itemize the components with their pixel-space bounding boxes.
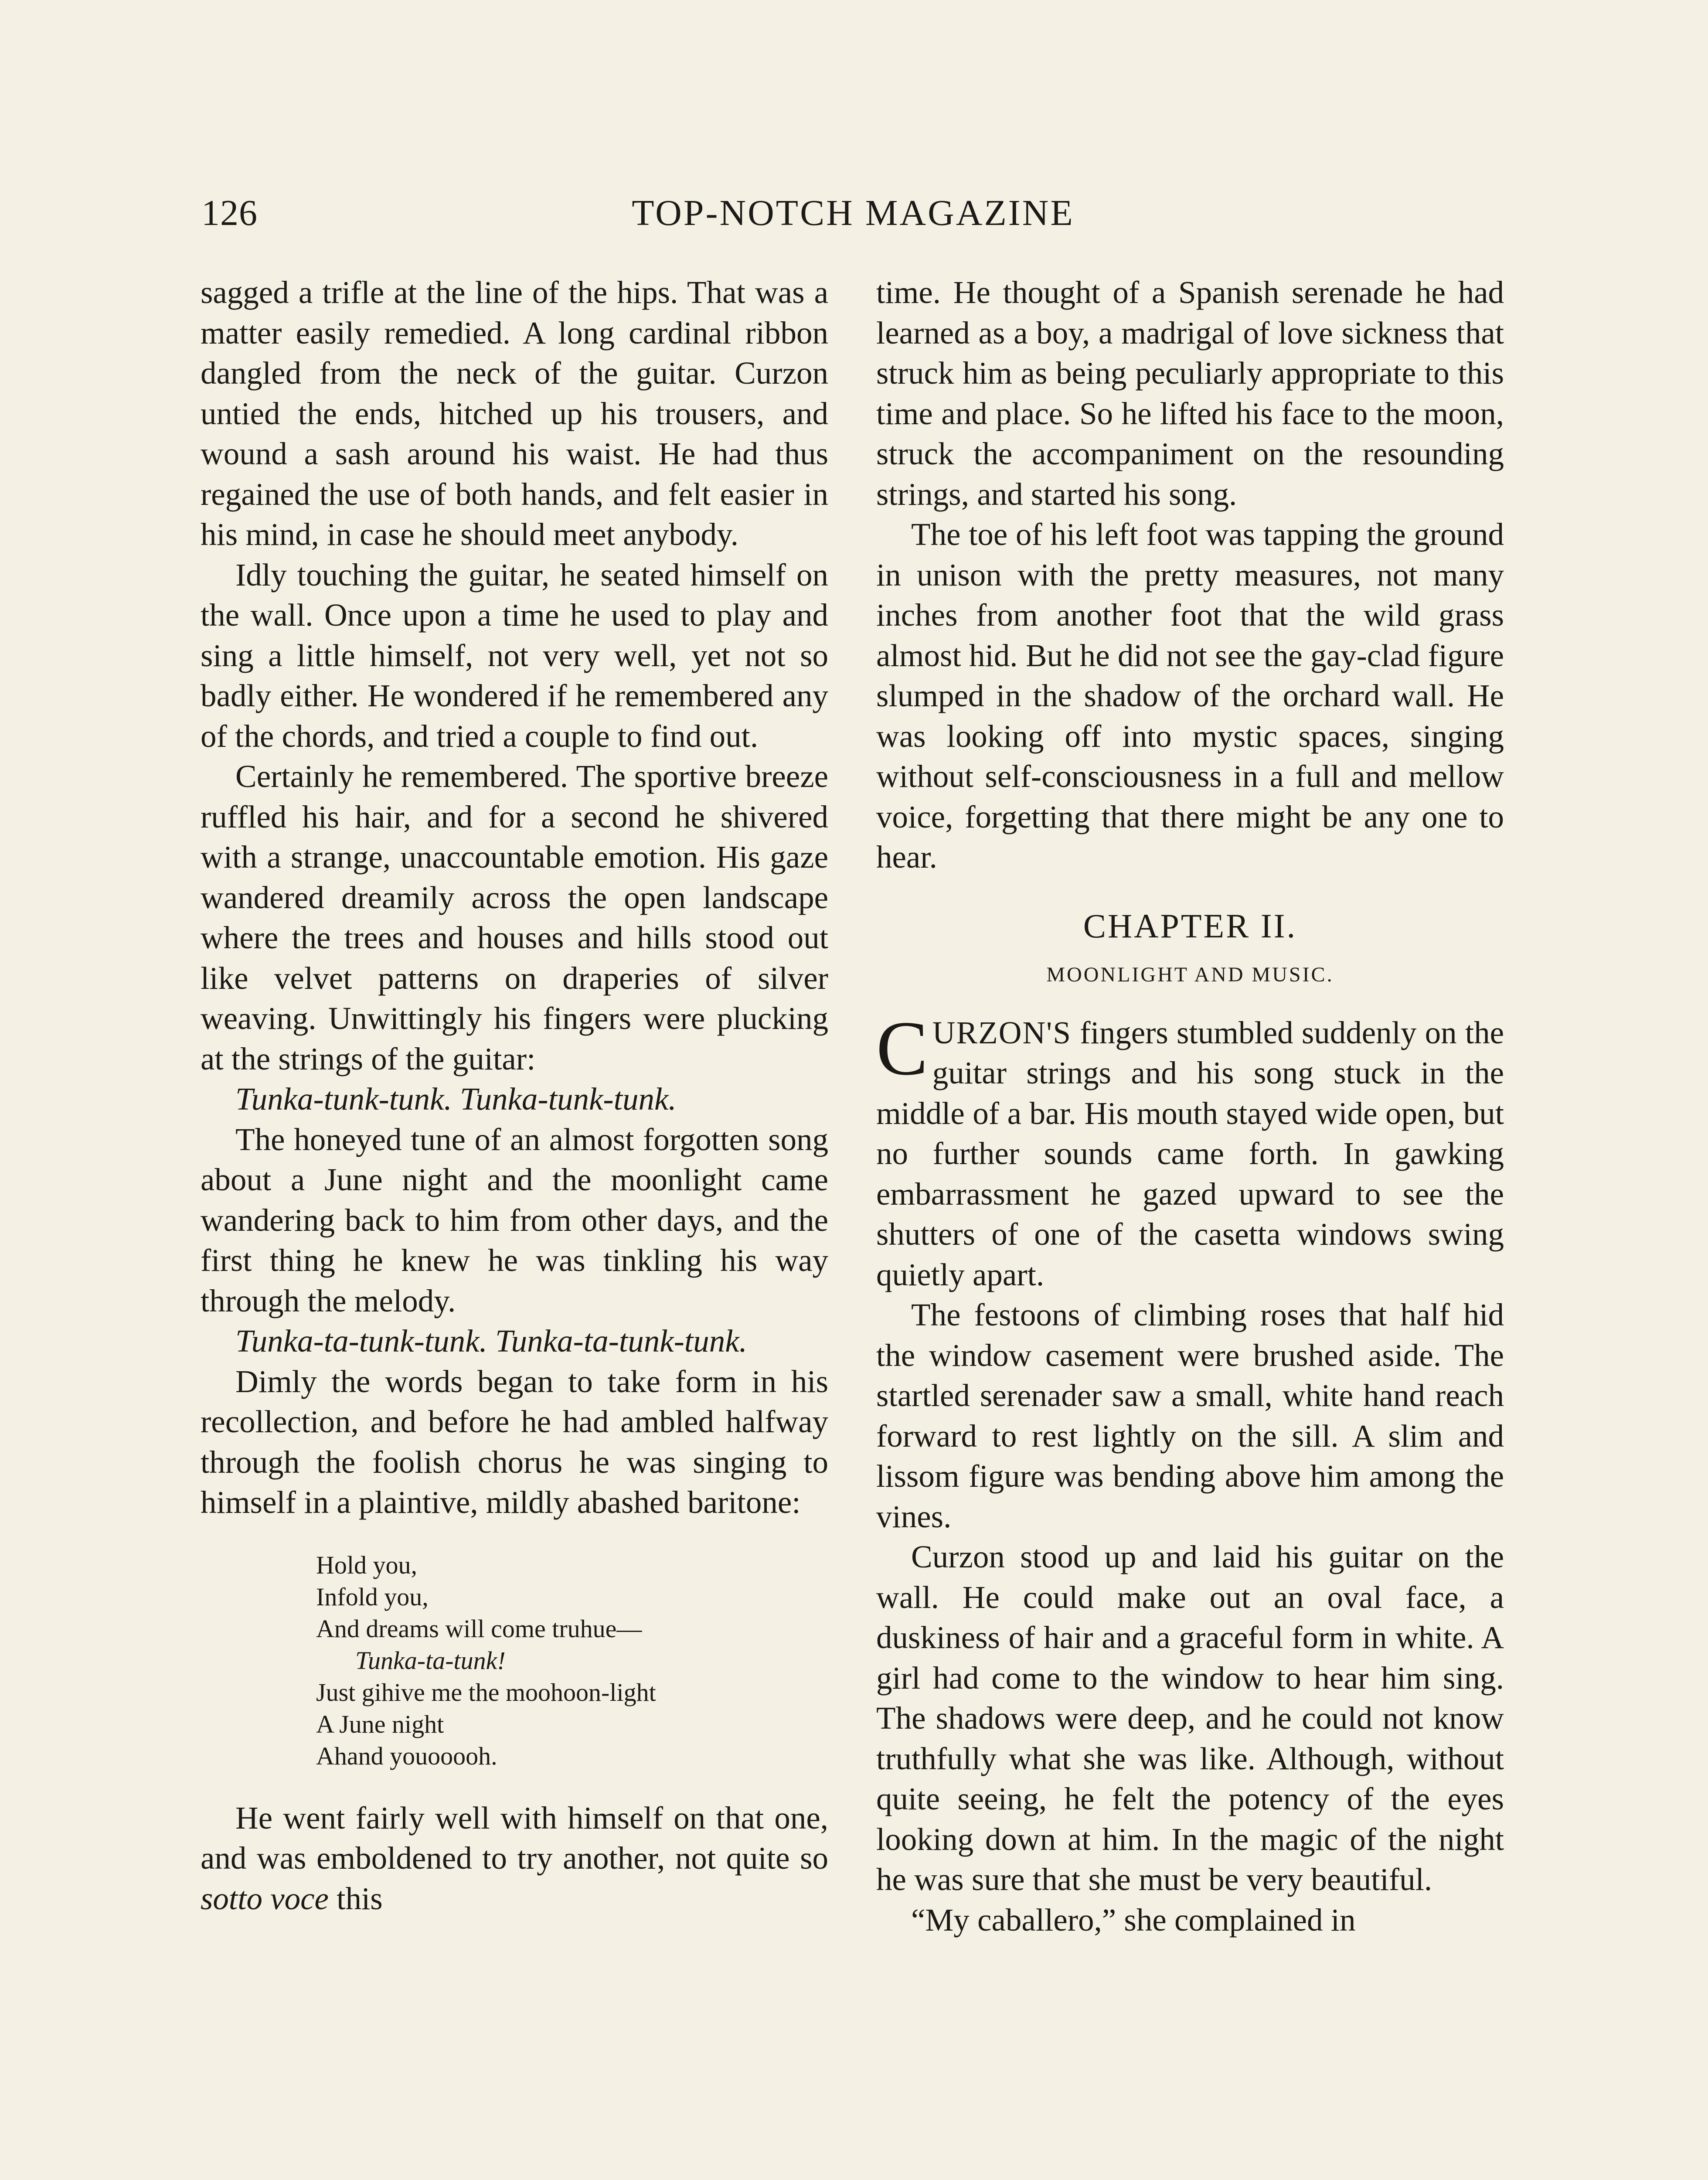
lead-caps: URZON'S xyxy=(932,1015,1072,1050)
paragraph: The toe of his left foot was tapping the ground in unison with the pretty measures, not many inches from another foot that the wild grass almost hid. But he did not see the gay-clad figure slumped in the shadow of the orchard wall. He was looking off into mystic spaces, singing without self-consciousness in a full and mellow voice, forgetting that there might be any one to hear. xyxy=(876,517,1504,875)
paragraph xyxy=(876,1005,1504,1295)
paragraph: The honeyed tune of an almost forgotten song about a June night and the moonlight came wandering back to him from other days, and the first thing he knew he was tinkling his way through the melody. xyxy=(201,1121,828,1318)
verse-line: Just gihive me the moohoon-light xyxy=(316,1678,656,1707)
verse-line: Infold you, xyxy=(316,1582,429,1611)
chapter-subtitle: MOONLIGHT AND MUSIC. xyxy=(1046,963,1334,986)
right-column xyxy=(876,272,1504,1940)
drop-cap: C xyxy=(876,1005,928,1091)
verse-line: Hold you, xyxy=(316,1550,417,1579)
paragraph: Dimly the words began to take form in his recollection, and before he had ambled halfway through the foolish chorus he was singing to himself in a plaintive, mildly abashed baritone: xyxy=(201,1363,828,1520)
paragraph: time. He thought of a Spanish serenade he had learned as a boy, a madrigal of love sickness that struck him as being peculiarly appropriate to this time and place. So he lifted his face to the moon, struck the accompaniment on the resounding strings, and started his song. xyxy=(876,275,1504,512)
chapter-title: CHAPTER II. xyxy=(1083,906,1297,945)
paragraph: Idly touching the guitar, he seated himself on the wall. Once upon a time he used to play and sing a little himself, not very well, yet not so badly either. He wondered if he remembered any of the chords, and tried a couple to find out. xyxy=(201,557,828,754)
paragraph-text: He went fairly well with himself on that one, and was emboldened to try another, not quite so xyxy=(201,1800,828,1876)
page-header xyxy=(201,192,1505,244)
paragraph-text: fingers stumbled suddenly on the guitar strings and his song stuck in the middle of a bar. His mouth stayed wide open, but no further sounds came forth. In gawking embarrassment he gazed upward to see the shutters of one of the casetta windows swing quietly apart. xyxy=(876,1015,1504,1292)
italic-phrase: sotto voce xyxy=(201,1880,329,1916)
running-title: TOP-NOTCH MAGAZINE xyxy=(632,193,1075,233)
song-line: Tunka-ta-tunk-tunk. Tunka-ta-tunk-tunk. xyxy=(235,1323,747,1359)
verse-line: Ahand youooooh. xyxy=(316,1741,497,1770)
paragraph: Certainly he remembered. The sportive breeze ruffled his hair, and for a second he shivered with a strange, unaccountable emotion. His gaze wandered dreamily across the open landscape where the trees and houses and hills stood out like velvet patterns on draperies of silver weaving. Unwittingly his fingers were plucking at the strings of the guitar: xyxy=(201,759,828,1076)
paragraph xyxy=(201,1798,828,1919)
paragraph: sagged a trifle at the line of the hips. That was a matter easily remedied. A long cardinal ribbon dangled from the neck of the guitar. Curzon untied the ends, hitched up his trousers, and wound a sash around his waist. He had thus regained the use of both hands, and felt easier in his mind, in case he should meet anybody. xyxy=(201,275,828,552)
song-verse xyxy=(316,1549,828,1772)
paragraph: The festoons of climbing roses that half hid the window casement were brushed aside. The startled serenader saw a small, white hand reach forward to rest lightly on the sill. A slim and lissom figure was bending above him among the vines. xyxy=(876,1297,1504,1534)
song-line: Tunka-tunk-tunk. Tunka-tunk-tunk. xyxy=(235,1081,677,1117)
paragraph: “My caballero,” she complained in xyxy=(911,1902,1356,1938)
paragraph-text: this xyxy=(328,1880,383,1916)
verse-line: And dreams will come truhue— xyxy=(316,1614,642,1643)
left-column xyxy=(201,272,828,1919)
paragraph: Curzon stood up and laid his guitar on the wall. He could make out an oval face, a duskiness of hair and a graceful form in white. A girl had come to the window to hear him sing. The shadows were deep, and he could not know truthfully what she was like. Although, without quite seeing, he felt the potency of the eyes looking down at him. In the magic of the night he was sure that she must be very beautiful. xyxy=(876,1539,1504,1897)
page-number: 126 xyxy=(201,193,258,233)
verse-line: A June night xyxy=(316,1710,444,1738)
verse-line: Tunka-ta-tunk! xyxy=(355,1646,506,1675)
